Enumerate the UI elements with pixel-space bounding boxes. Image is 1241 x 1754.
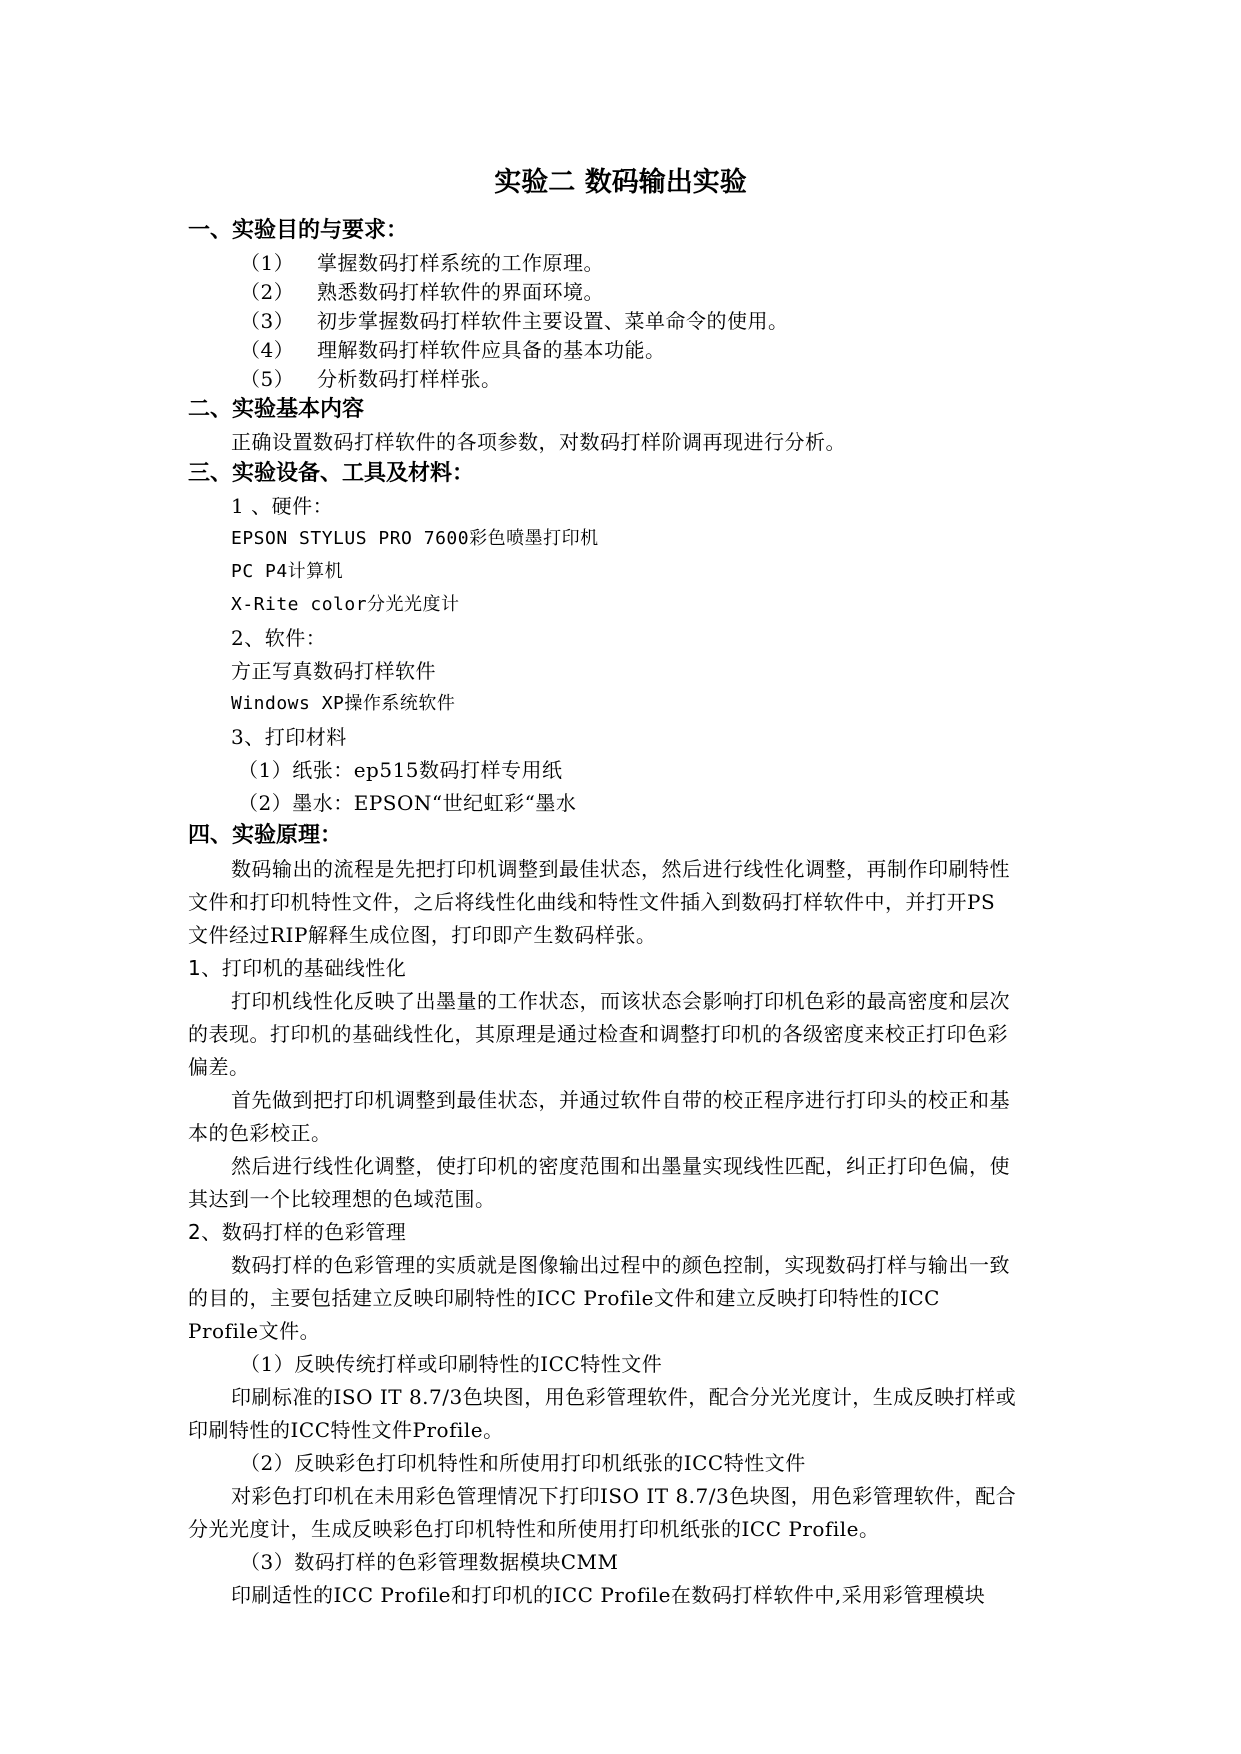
objective-item: （4） 理解数码打样软件应具备的基本功能。 — [240, 338, 666, 362]
principle-line: 印刷标准的ISO IT 8.7/3色块图，用色彩管理软件，配合分光光度计，生成反映打样或 — [231, 1385, 1017, 1409]
principle-line: 数码输出的流程是先把打印机调整到最佳状态，然后进行线性化调整，再制作印刷特性 — [231, 857, 1010, 881]
principle-line: 文件经过RIP解释生成位图，打印即产生数码样张。 — [188, 923, 657, 947]
principle-line: 对彩色打印机在未用彩色管理情况下打印ISO IT 8.7/3色块图，用色彩管理软件，配合 — [231, 1484, 1017, 1508]
equipment-line: 2、软件： — [231, 626, 327, 650]
equipment-line: EPSON STYLUS PRO 7600彩色喷墨打印机 — [231, 528, 599, 549]
principle-line: 首先做到把打印机调整到最佳状态，并通过软件自带的校正程序进行打印头的校正和基 — [231, 1088, 1010, 1112]
principle-line: （3）数码打样的色彩管理数据模块CMM — [240, 1550, 619, 1574]
principle-line: Profile文件。 — [188, 1319, 321, 1343]
equipment-line: Windows XP操作系统软件 — [231, 693, 456, 714]
objective-item: （3） 初步掌握数码打样软件主要设置、菜单命令的使用。 — [240, 309, 789, 333]
page-title: 实验二 数码输出实验 — [494, 167, 747, 198]
equipment-line: （2）墨水：EPSON“世纪虹彩“墨水 — [238, 791, 577, 815]
principle-line: （1）反映传统打样或印刷特性的ICC特性文件 — [240, 1352, 663, 1376]
equipment-line: X-Rite color分光光度计 — [231, 594, 460, 615]
principle-line: 文件和打印机特性文件，之后将线性化曲线和特性文件插入到数码打样软件中，并打开PS — [188, 890, 996, 914]
objective-item: （2） 熟悉数码打样软件的界面环境。 — [240, 280, 604, 304]
principle-line: 打印机线性化反映了出墨量的工作状态，而该状态会影响打印机色彩的最高密度和层次 — [231, 989, 1010, 1013]
subsection-heading: 1、打印机的基础线性化 — [188, 956, 407, 980]
principle-line: 本的色彩校正。 — [188, 1121, 332, 1145]
equipment-line: PC P4计算机 — [231, 561, 344, 582]
objective-item: （1） 掌握数码打样系统的工作原理。 — [240, 251, 604, 275]
section-heading-content: 二、实验基本内容 — [188, 397, 365, 422]
principle-line: 其达到一个比较理想的色域范围。 — [188, 1187, 496, 1211]
principle-line: 偏差。 — [188, 1055, 250, 1079]
content-text: 正确设置数码打样软件的各项参数，对数码打样阶调再现进行分析。 — [231, 430, 846, 454]
equipment-line: （1）纸张：ep515数码打样专用纸 — [238, 758, 563, 782]
equipment-line: 1 、硬件： — [231, 494, 334, 518]
section-heading-objectives: 一、实验目的与要求： — [188, 218, 409, 243]
principle-line: 分光光度计，生成反映彩色打印机特性和所使用打印机纸张的ICC Profile。 — [188, 1517, 880, 1541]
principle-line: 印刷适性的ICC Profile和打印机的ICC Profile在数码打样软件中,采用彩管理模块 — [231, 1583, 986, 1607]
subsection-heading: 2、数码打样的色彩管理 — [188, 1220, 407, 1244]
equipment-line: 3、打印材料 — [231, 725, 347, 749]
principle-line: 然后进行线性化调整，使打印机的密度范围和出墨量实现线性匹配，纠正打印色偏，使 — [231, 1154, 1010, 1178]
principle-line: 的目的，主要包括建立反映印刷特性的ICC Profile文件和建立反映打印特性的ICC — [188, 1286, 940, 1310]
principle-line: （2）反映彩色打印机特性和所使用打印机纸张的ICC特性文件 — [240, 1451, 806, 1475]
principle-line: 印刷特性的ICC特性文件Profile。 — [188, 1418, 504, 1442]
section-heading-principle: 四、实验原理： — [188, 823, 343, 848]
principle-line: 的表现。打印机的基础线性化，其原理是通过检查和调整打印机的各级密度来校正打印色彩 — [188, 1022, 1008, 1046]
section-heading-equipment: 三、实验设备、工具及材料： — [188, 461, 475, 486]
principle-line: 数码打样的色彩管理的实质就是图像输出过程中的颜色控制，实现数码打样与输出一致 — [231, 1253, 1010, 1277]
objective-item: （5） 分析数码打样样张。 — [240, 367, 502, 391]
equipment-line: 方正写真数码打样软件 — [231, 659, 436, 683]
